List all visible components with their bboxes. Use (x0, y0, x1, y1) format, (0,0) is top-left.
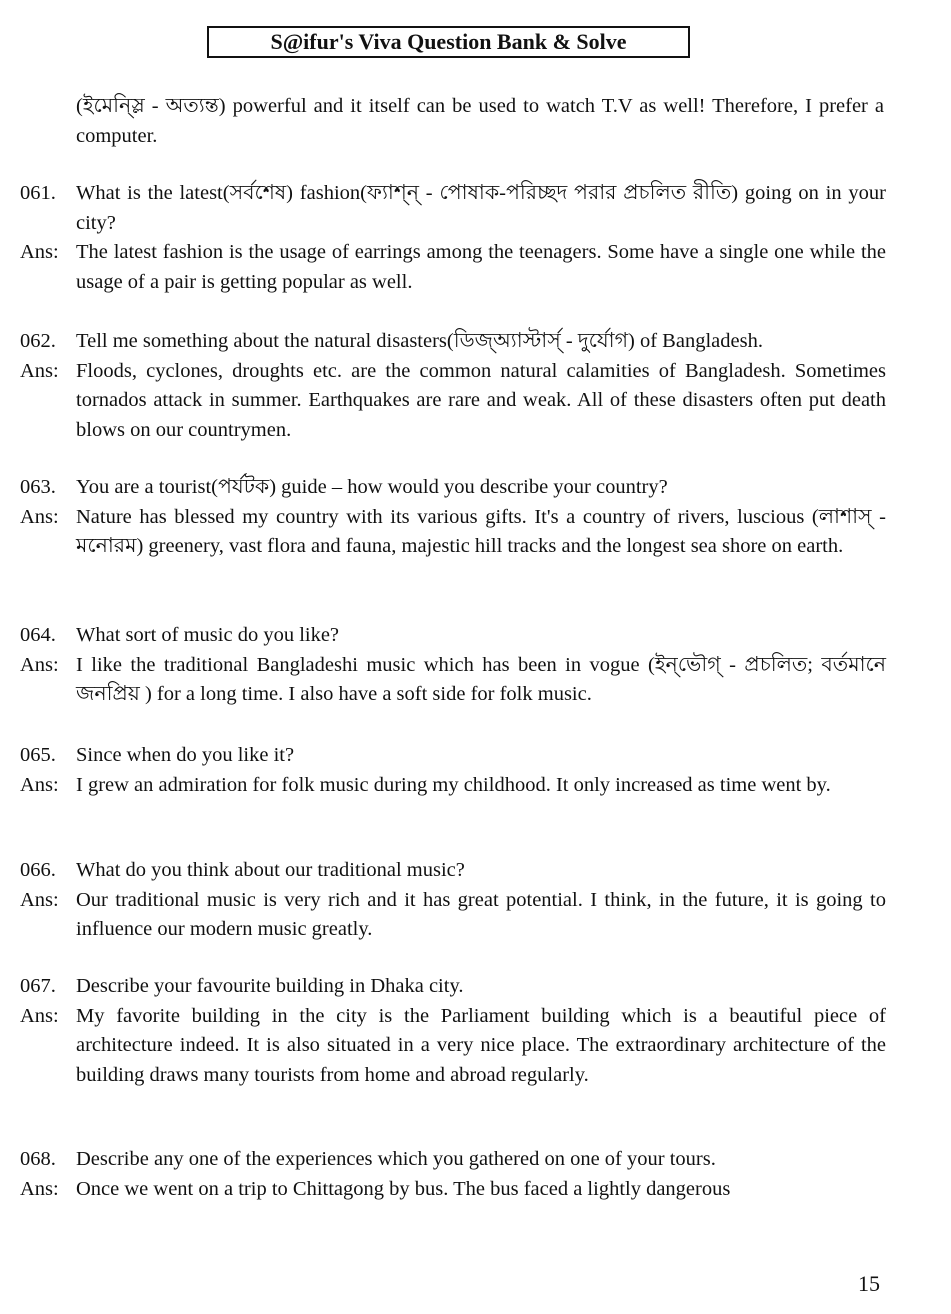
question-text: You are a tourist(পর্যটক) guide – how would you describe your country? (76, 476, 668, 498)
answer-text: Nature has blessed my country with its various gifts. It's a country of rivers, luscious (লাশাস্ - মনোরম) greenery, vast flora and fauna, majestic hill tracks and the longest sea shore on earth. (76, 505, 886, 557)
question-number: 063. (20, 476, 56, 498)
answer-label: Ans: (20, 241, 59, 263)
question-text: What do you think about our traditional music? (76, 859, 465, 881)
question-row (20, 327, 886, 357)
answer-text: I like the traditional Bangladeshi music which has been in vogue (ইন্‌ভৌগ্ - প্রচলিত; বর্তমানে জনপ্রিয় ) for a long time. I also have a soft side for folk music. (76, 653, 886, 705)
answer-row (20, 1175, 886, 1205)
answer-text: Once we went on a trip to Chittagong by bus. The bus faced a lightly dangerous (76, 1177, 731, 1200)
continued-answer-text: (ইমেন্স্লি - অত্যন্ত) powerful and it itself can be used to watch T.V as well! Therefore, I prefer a computer. (76, 95, 884, 147)
question-number: 068. (20, 1148, 56, 1170)
answer-row (20, 238, 886, 297)
question-text: What is the latest(সর্বশেষ) fashion(ফ্যাশ্ন্ - পোষাক-পরিচ্ছদ পরার প্রচলিত রীতি) going on in your city? (76, 182, 886, 234)
question-number: 065. (20, 744, 56, 766)
question-text: What sort of music do you like? (76, 624, 340, 646)
question-number: 062. (20, 330, 56, 352)
qa-item-063 (20, 473, 886, 562)
qa-item-064 (20, 621, 886, 710)
answer-text: My favorite building in the city is the Parliament building which is a beautiful piece of architecture indeed. It is also situated in a very nice place. The extraordinary architecture of the building draws many tourists from home and abroad regularly. (76, 1004, 886, 1086)
answer-label: Ans: (20, 773, 59, 796)
answer-label: Ans: (20, 505, 59, 528)
answer-label: Ans: (20, 1004, 59, 1027)
qa-item-067 (20, 972, 886, 1090)
question-row (20, 473, 886, 503)
answer-row (20, 886, 886, 945)
question-text: Since when do you like it? (76, 744, 295, 766)
question-number: 061. (20, 182, 56, 204)
qa-item-061 (20, 179, 886, 297)
page-number: 15 (858, 1271, 880, 1296)
answer-label: Ans: (20, 1177, 59, 1200)
question-number: 066. (20, 859, 56, 881)
answer-label: Ans: (20, 359, 59, 382)
question-text: Describe any one of the experiences which you gathered on one of your tours. (76, 1148, 716, 1170)
qa-item-062 (20, 327, 886, 445)
page-header-title: S@ifur's Viva Question Bank & Solve (207, 26, 690, 58)
answer-text: The latest fashion is the usage of earrings among the teenagers. Some have a single one while the usage of a pair is getting popular as well. (76, 241, 886, 293)
answer-row (20, 651, 886, 710)
question-row (20, 1145, 886, 1175)
question-row (20, 972, 886, 1002)
answer-row (20, 357, 886, 446)
question-text: Describe your favourite building in Dhaka city. (76, 975, 464, 997)
question-number: 067. (20, 975, 56, 997)
answer-label: Ans: (20, 888, 59, 911)
answer-text: Floods, cyclones, droughts etc. are the common natural calamities of Bangladesh. Sometimes tornados attack in summer. Earthquakes are rare and weak. All of these disasters often put death blows on our countrymen. (76, 359, 886, 441)
question-row (20, 856, 886, 886)
qa-item-068 (20, 1145, 886, 1204)
qa-item-066 (20, 856, 886, 945)
answer-row (20, 771, 886, 801)
answer-text: I grew an admiration for folk music during my childhood. It only increased as time went by. (76, 773, 831, 796)
question-text: Tell me something about the natural disasters(ডিজ্অ্যাস্টার্স্ - দুর্যোগ) of Bangladesh. (76, 330, 763, 352)
question-row (20, 621, 886, 651)
answer-label: Ans: (20, 653, 59, 676)
qa-item-065 (20, 741, 886, 800)
answer-text: Our traditional music is very rich and it has great potential. I think, in the future, it is going to influence our modern music greatly. (76, 888, 886, 940)
question-row (20, 741, 886, 771)
question-number: 064. (20, 624, 56, 646)
answer-row (20, 503, 886, 562)
answer-row (20, 1002, 886, 1091)
question-row (20, 179, 886, 238)
